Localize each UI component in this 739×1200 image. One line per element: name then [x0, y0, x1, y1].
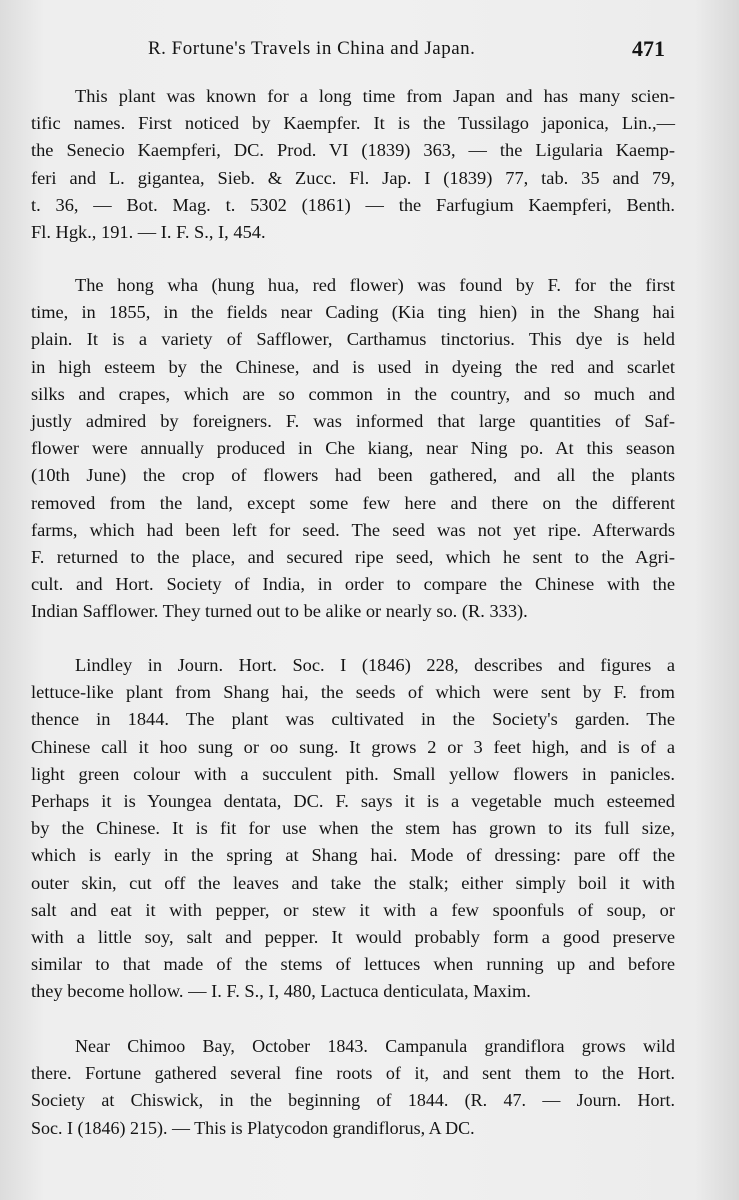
text-line: salt and eat it with pepper, or stew it with a few spoonfuls of soup, or — [31, 899, 675, 920]
text-line: with a little soy, salt and pepper. It would probably form a good preserve — [31, 926, 675, 947]
text-line: plain. It is a variety of Safflower, Carthamus tinctorius. This dye is held — [31, 329, 675, 350]
text-line: Perhaps it is Youngea dentata, DC. F. says it is a vegetable much esteemed — [31, 790, 675, 811]
paragraph-3 — [31, 652, 675, 1005]
text-line: there. Fortune gathered several fine roots of it, and sent them to the Hort. — [31, 1063, 675, 1084]
text-line: silks and crapes, which are so common in the country, and so much and — [31, 383, 675, 404]
text-line: in high esteem by the Chinese, and is used in dyeing the red and scarlet — [31, 356, 675, 377]
text-line: Lindley in Journ. Hort. Soc. I (1846) 228, describes and figures a — [75, 655, 675, 675]
paragraph-1 — [31, 83, 675, 246]
text-line: (10th June) the crop of flowers had been gathered, and all the plants — [31, 465, 675, 486]
text-line: time, in 1855, in the fields near Cading (Kia ting hien) in the Shang hai — [31, 302, 675, 323]
paragraph-4 — [31, 1033, 675, 1142]
text-line: the Senecio Kaempferi, DC. Prod. VI (1839) 363, — the Ligularia Kaemp- — [31, 140, 675, 161]
text-line: by the Chinese. It is fit for use when the stem has grown to its full size, — [31, 818, 675, 839]
text-line: flower were annually produced in Che kiang, near Ning po. At this season — [31, 438, 675, 459]
text-line: Chinese call it hoo sung or oo sung. It grows 2 or 3 feet high, and is of a — [31, 736, 675, 757]
text-line: tific names. First noticed by Kaempfer. It is the Tussilago japonica, Lin.,— — [31, 113, 675, 134]
page-number: 471 — [632, 36, 665, 61]
paragraph-2 — [31, 272, 675, 625]
text-line: t. 36, — Bot. Mag. t. 5302 (1861) — the Farfugium Kaempferi, Benth. — [31, 194, 675, 215]
text-line: This plant was known for a long time from Japan and has many scien- — [75, 86, 675, 106]
text-line: farms, which had been left for seed. The seed was not yet ripe. Afterwards — [31, 519, 675, 540]
text-line: outer skin, cut off the leaves and take the stalk; either simply boil it with — [31, 872, 675, 893]
text-line: F. returned to the place, and secured ripe seed, which he sent to the Agri- — [31, 546, 675, 567]
text-line: similar to that made of the stems of lettuces when running up and before — [31, 954, 675, 975]
text-line: removed from the land, except some few here and there on the different — [31, 492, 675, 513]
text-line: thence in 1844. The plant was cultivated in the Society's garden. The — [31, 709, 675, 730]
text-line: The hong wha (hung hua, red flower) was found by F. for the first — [75, 275, 675, 295]
text-line: Soc. I (1846) 215). — This is Platycodon grandiflorus, A DC. — [31, 1117, 475, 1138]
text-line: feri and L. gigantea, Sieb. & Zucc. Fl. Jap. I (1839) 77, tab. 35 and 79, — [31, 167, 675, 188]
running-head: R. Fortune's Travels in China and Japan. — [148, 38, 476, 59]
text-line: cult. and Hort. Society of India, in order to compare the Chinese with the — [31, 574, 675, 595]
text-line: they become hollow. — I. F. S., I, 480, Lactuca denticulata, Maxim. — [31, 981, 531, 1002]
text-line: Society at Chiswick, in the beginning of 1844. (R. 47. — Journ. Hort. — [31, 1090, 675, 1111]
text-line: which is early in the spring at Shang hai. Mode of dressing: pare off the — [31, 845, 675, 866]
text-line: Fl. Hgk., 191. — I. F. S., I, 454. — [31, 221, 266, 242]
text-line: justly admired by foreigners. F. was informed that large quantities of Saf- — [31, 410, 675, 431]
text-line: Near Chimoo Bay, October 1843. Campanula grandiflora grows wild — [75, 1036, 675, 1056]
text-line: lettuce-like plant from Shang hai, the seeds of which were sent by F. from — [31, 682, 675, 703]
text-line: light green colour with a succulent pith. Small yellow flowers in panicles. — [31, 763, 675, 784]
text-line: Indian Safflower. They turned out to be alike or nearly so. (R. 333). — [31, 601, 528, 622]
